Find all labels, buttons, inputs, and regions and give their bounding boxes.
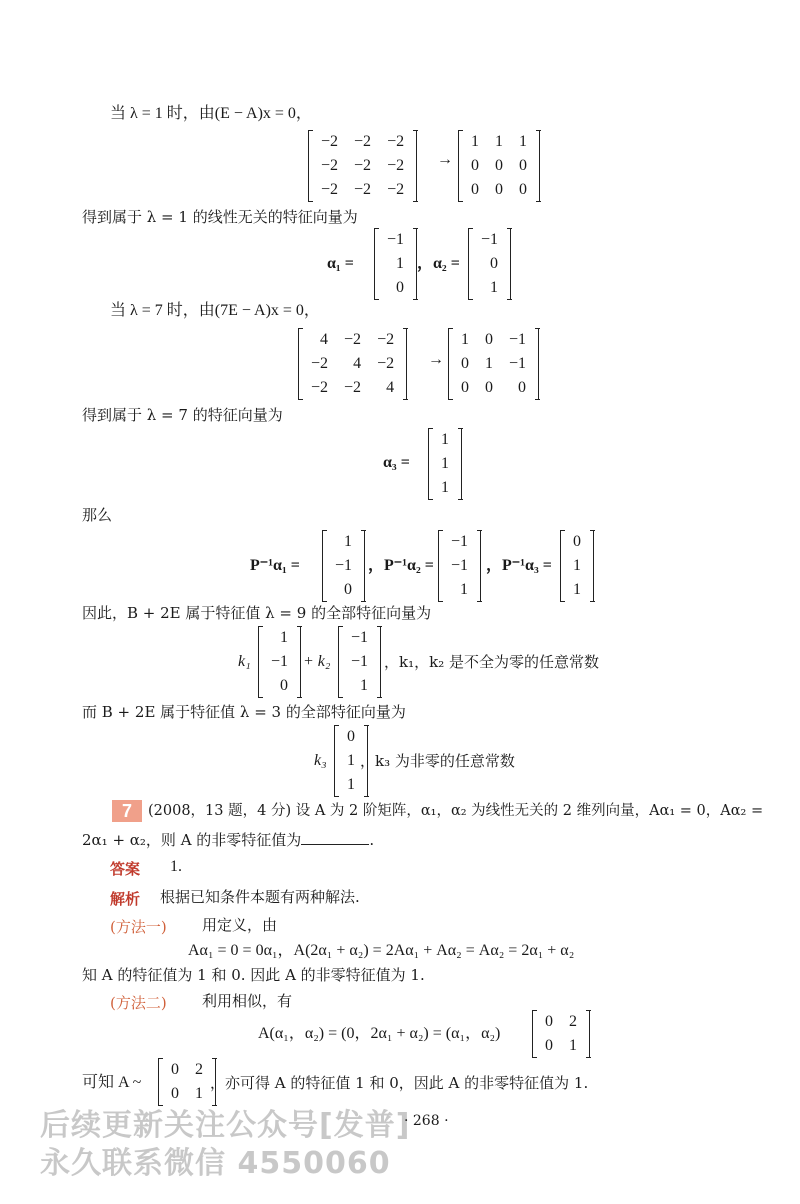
- matrix-cell: −2: [321, 133, 339, 150]
- matrix-cell: 1: [195, 1085, 203, 1102]
- question-text-line2-end: .: [369, 831, 375, 849]
- matrix-cell: 1: [519, 133, 527, 150]
- answer-value: 1.: [170, 858, 182, 875]
- matrix-cell: −2: [354, 181, 372, 198]
- matrix-row: [303, 376, 402, 400]
- matrix-row: [565, 578, 589, 602]
- matrix-cell: 1: [495, 133, 503, 150]
- answer-label: 答案: [110, 860, 141, 878]
- vector-p3: [560, 530, 594, 602]
- matrix-cell: 0: [519, 181, 527, 198]
- matrix-row: [453, 352, 534, 376]
- analysis-text: 根据已知条件本题有两种解法.: [160, 888, 360, 906]
- matrix-cell: 0: [518, 379, 527, 396]
- vector-k2: [338, 626, 381, 698]
- k3-remark: ，k₃ 为非零的任意常数: [360, 752, 515, 770]
- matrix-row: [565, 554, 589, 578]
- final-text-a: 可知 A ~: [82, 1074, 142, 1091]
- vector-p1: [322, 530, 365, 602]
- k12-remark: ，k₁，k₂ 是不全为零的任意常数: [384, 653, 599, 671]
- matrix-cell: 1: [471, 133, 479, 150]
- matrix-cell: −1: [351, 629, 369, 646]
- matrix-cell: 1: [441, 479, 449, 496]
- matrix-cell: 0: [545, 1013, 553, 1030]
- p3-label: ，P⁻¹α₃ =: [486, 557, 552, 574]
- matrix-row: [313, 130, 412, 154]
- alpha3-label: α₃ =: [383, 454, 410, 471]
- question-text-line2-part1: 2α₁ + α₂，则 A 的非零特征值为: [82, 831, 302, 849]
- method1-text: 用定义，由: [202, 916, 278, 934]
- text-line-then: 那么: [82, 506, 113, 524]
- matrix-cell: 1: [490, 279, 499, 296]
- text-line-eigvec-lambda7: 得到属于 λ = 7 的特征向量为: [82, 406, 283, 424]
- matrix-cell: 0: [461, 379, 469, 396]
- matrix-cell: 2: [195, 1061, 203, 1078]
- matrix-m4: [158, 1058, 216, 1106]
- text-line-lambda7: 当 λ = 7 时，由(7E − A)x = 0，: [110, 302, 320, 319]
- matrix-cell: 0: [485, 331, 493, 348]
- matrix-row: [443, 578, 476, 602]
- matrix-cell: 0: [519, 157, 527, 174]
- matrix-cell: −1: [351, 653, 369, 670]
- matrix-cell: 1: [360, 677, 369, 694]
- text-line-eig9: 因此，B + 2E 属于特征值 λ = 9 的全部特征向量为: [82, 604, 432, 622]
- matrix-cell: −2: [354, 133, 372, 150]
- matrix-cell: −2: [387, 181, 405, 198]
- matrix-row: [433, 476, 457, 500]
- matrix-cell: −2: [311, 379, 329, 396]
- method1-conclusion: 知 A 的特征值为 1 和 0. 因此 A 的非零特征值为 1.: [82, 966, 425, 984]
- matrix-row: [343, 650, 376, 674]
- matrix-row: [163, 1058, 211, 1082]
- matrix-cell: −2: [387, 133, 405, 150]
- matrix-cell: 0: [280, 677, 289, 694]
- question-text-line2: [82, 830, 374, 850]
- matrix-cell: −1: [451, 533, 469, 550]
- analysis-label: 解析: [110, 890, 141, 908]
- matrix-row: [453, 328, 534, 352]
- matrix-cell: 0: [495, 181, 503, 198]
- matrix-cell: 0: [461, 355, 469, 372]
- matrix-row: [453, 376, 534, 400]
- vector-p2: [438, 530, 481, 602]
- answer-blank: [301, 830, 369, 845]
- matrix-row: [443, 554, 476, 578]
- arrow-icon: →: [437, 151, 453, 168]
- matrix-cell: −2: [387, 157, 405, 174]
- text-line-eigvec-lambda1: 得到属于 λ = 1 的线性无关的特征向量为: [82, 208, 358, 226]
- p1-label: P⁻¹α₁ =: [250, 557, 300, 574]
- matrix-row: [463, 178, 535, 202]
- matrix-row: [263, 650, 296, 674]
- matrix-cell: 0: [171, 1061, 179, 1078]
- k3-label: k₃: [314, 752, 327, 769]
- matrix-cell: 0: [471, 157, 479, 174]
- matrix-row: [473, 252, 506, 276]
- matrix-cell: 0: [171, 1085, 179, 1102]
- matrix-cell: 0: [396, 279, 405, 296]
- matrix-cell: −2: [321, 157, 339, 174]
- matrix-cell: 4: [320, 331, 329, 348]
- matrix-cell: 2: [569, 1013, 577, 1030]
- matrix-7e-minus-a: [298, 328, 407, 400]
- matrix-cell: 0: [485, 379, 493, 396]
- matrix-row: [263, 674, 296, 698]
- matrix-row: [443, 530, 476, 554]
- matrix-cell: −1: [509, 331, 527, 348]
- matrix-row: [537, 1010, 585, 1034]
- matrix-cell: 1: [347, 776, 355, 793]
- matrix-cell: −2: [377, 355, 395, 372]
- alpha1-label: α₁ =: [327, 255, 354, 272]
- method2-equation: A(α₁，α₂) = (0，2α₁ + α₂) = (α₁，α₂): [258, 1025, 501, 1042]
- k2-label: + k₂: [303, 653, 331, 670]
- matrix-m3: [532, 1010, 590, 1058]
- matrix-row: [339, 773, 363, 797]
- matrix-row: [379, 228, 412, 252]
- matrix-cell: −2: [344, 331, 362, 348]
- arrow-icon-2: →: [428, 351, 444, 368]
- text-line-eig3: 而 B + 2E 属于特征值 λ = 3 的全部特征向量为: [82, 703, 406, 721]
- matrix-row: [379, 252, 412, 276]
- matrix-reduced-1: [458, 130, 540, 202]
- matrix-cell: −1: [509, 355, 527, 372]
- matrix-cell: 1: [461, 331, 469, 348]
- vector-alpha1: [374, 228, 417, 300]
- matrix-cell: 1: [460, 581, 469, 598]
- method1-label: (方法一): [110, 918, 167, 936]
- matrix-row: [537, 1034, 585, 1058]
- matrix-row: [343, 626, 376, 650]
- matrix-reduced-2: [448, 328, 539, 400]
- matrix-row: [303, 328, 402, 352]
- method2-label: (方法二): [110, 994, 167, 1012]
- watermark-line2: 永久联系微信 4550060: [40, 1146, 391, 1181]
- matrix-cell: 0: [573, 533, 581, 550]
- matrix-cell: 1: [441, 431, 449, 448]
- method1-equation: Aα₁ = 0 = 0α₁，A(2α₁ + α₂) = 2Aα₁ + Aα₂ = Aα₂ = 2α₁ + α₂: [188, 942, 575, 959]
- matrix-row: [313, 154, 412, 178]
- matrix-cell: 1: [441, 455, 449, 472]
- matrix-row: [327, 530, 360, 554]
- matrix-cell: 1: [280, 629, 289, 646]
- matrix-cell: −1: [335, 557, 353, 574]
- matrix-cell: −2: [377, 331, 395, 348]
- matrix-row: [473, 276, 506, 300]
- matrix-cell: −2: [354, 157, 372, 174]
- matrix-row: [473, 228, 506, 252]
- question-text-line1: (2008，13 题，4 分) 设 A 为 2 阶矩阵，α₁，α₂ 为线性无关的 2 维列向量，Aα₁ = 0，Aα₂ =: [148, 803, 764, 819]
- matrix-cell: 0: [495, 157, 503, 174]
- matrix-cell: 0: [471, 181, 479, 198]
- vector-alpha3: [428, 428, 462, 500]
- watermark-line1: 后续更新关注公众号[发普]: [40, 1108, 411, 1143]
- vector-k1: [258, 626, 301, 698]
- text-line-lambda1: 当 λ = 1 时，由(E − A)x = 0，: [110, 105, 312, 122]
- matrix-cell: 1: [573, 581, 581, 598]
- alpha2-label: ，α₂ =: [417, 255, 460, 272]
- page-number: · 268 ·: [404, 1113, 449, 1129]
- matrix-cell: −2: [321, 181, 339, 198]
- matrix-cell: 1: [396, 255, 405, 272]
- matrix-cell: 1: [347, 752, 355, 769]
- matrix-cell: 4: [386, 379, 395, 396]
- matrix-row: [343, 674, 376, 698]
- matrix-cell: 0: [344, 581, 353, 598]
- matrix-cell: −2: [344, 379, 362, 396]
- matrix-cell: −1: [387, 231, 405, 248]
- matrix-cell: 0: [545, 1037, 553, 1054]
- matrix-cell: 1: [344, 533, 353, 550]
- matrix-row: [263, 626, 296, 650]
- matrix-row: [565, 530, 589, 554]
- matrix-cell: −1: [271, 653, 289, 670]
- matrix-row: [379, 276, 412, 300]
- matrix-row: [463, 130, 535, 154]
- method2-text: 利用相似，有: [202, 992, 293, 1010]
- matrix-cell: 0: [490, 255, 499, 272]
- matrix-row: [327, 554, 360, 578]
- vector-alpha2: [468, 228, 511, 300]
- matrix-cell: 1: [485, 355, 493, 372]
- matrix-row: [327, 578, 360, 602]
- k1-label: k₁: [238, 653, 251, 670]
- matrix-cell: −1: [451, 557, 469, 574]
- question-number-badge: 7: [112, 800, 142, 822]
- matrix-row: [339, 725, 363, 749]
- final-text-b: ，亦可得 A 的特征值 1 和 0，因此 A 的非零特征值为 1.: [210, 1074, 589, 1092]
- matrix-cell: 1: [569, 1037, 577, 1054]
- matrix-row: [433, 428, 457, 452]
- matrix-row: [463, 154, 535, 178]
- matrix-row: [433, 452, 457, 476]
- matrix-cell: 4: [353, 355, 362, 372]
- matrix-cell: −1: [481, 231, 499, 248]
- matrix-cell: −2: [311, 355, 329, 372]
- matrix-row: [313, 178, 412, 202]
- matrix-cell: 1: [573, 557, 581, 574]
- matrix-cell: 0: [347, 728, 355, 745]
- p2-label: ，P⁻¹α₂ =: [368, 557, 434, 574]
- matrix-row: [303, 352, 402, 376]
- matrix-e-minus-a: [308, 130, 417, 202]
